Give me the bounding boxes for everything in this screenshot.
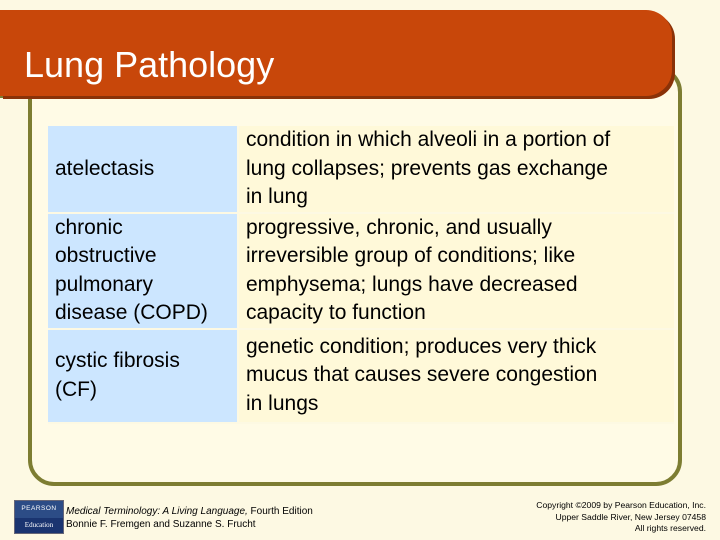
definition-cell [238, 213, 674, 329]
footer-citation [66, 505, 313, 531]
pearson-logo [14, 500, 64, 534]
table-row [48, 213, 674, 329]
copyright-line: Upper Saddle River, New Jersey 07458 [555, 511, 706, 522]
definition-line: progressive, chronic, and usually [246, 215, 552, 239]
term-line: chronic [55, 215, 123, 239]
term-line: disease (COPD) [55, 301, 208, 324]
citation-title-line [66, 505, 313, 518]
definition-cell [238, 329, 674, 423]
terms-table [48, 126, 674, 424]
definition-line: condition in which alveoli in a portion of [246, 128, 611, 151]
definition-line: mucus that causes severe congestion [246, 363, 598, 387]
citation-authors: Bonnie F. Fremgen and Suzanne S. Frucht [66, 519, 256, 530]
term-cell [48, 213, 238, 329]
book-edition: Fourth Edition [247, 506, 313, 517]
title-bar [0, 10, 672, 96]
definition-cell [238, 126, 674, 213]
term-line: atelectasis [55, 156, 155, 180]
term-line: (CF) [55, 377, 97, 401]
term-cell [48, 126, 238, 213]
definition-line: capacity to function [246, 301, 426, 324]
definition-line: lung collapses; prevents gas exchange [246, 156, 608, 180]
definition-line: in lungs [246, 391, 319, 415]
copyright-line: All rights reserved. [634, 523, 706, 533]
logo-top-text: PEARSON [21, 505, 57, 512]
term-line: cystic fibrosis [55, 349, 180, 372]
table-row [48, 126, 674, 213]
definition-line: emphysema; lungs have decreased [246, 272, 578, 296]
slide-title: Lung Pathology [24, 44, 275, 85]
book-title: Medical Terminology: A Living Language, [66, 506, 248, 517]
term-cell [48, 329, 238, 423]
term-line: pulmonary [55, 272, 154, 296]
table-row [48, 329, 674, 423]
footer-copyright [536, 500, 706, 535]
logo-bottom-text: Education [15, 518, 63, 533]
definition-line: genetic condition; produces very thick [246, 334, 597, 358]
definition-line: irreversible group of conditions; like [246, 244, 576, 267]
term-line: obstructive [55, 244, 157, 267]
definition-line: in lung [246, 185, 308, 208]
copyright-line: Copyright ©2009 by Pearson Education, Inc. [536, 500, 706, 510]
